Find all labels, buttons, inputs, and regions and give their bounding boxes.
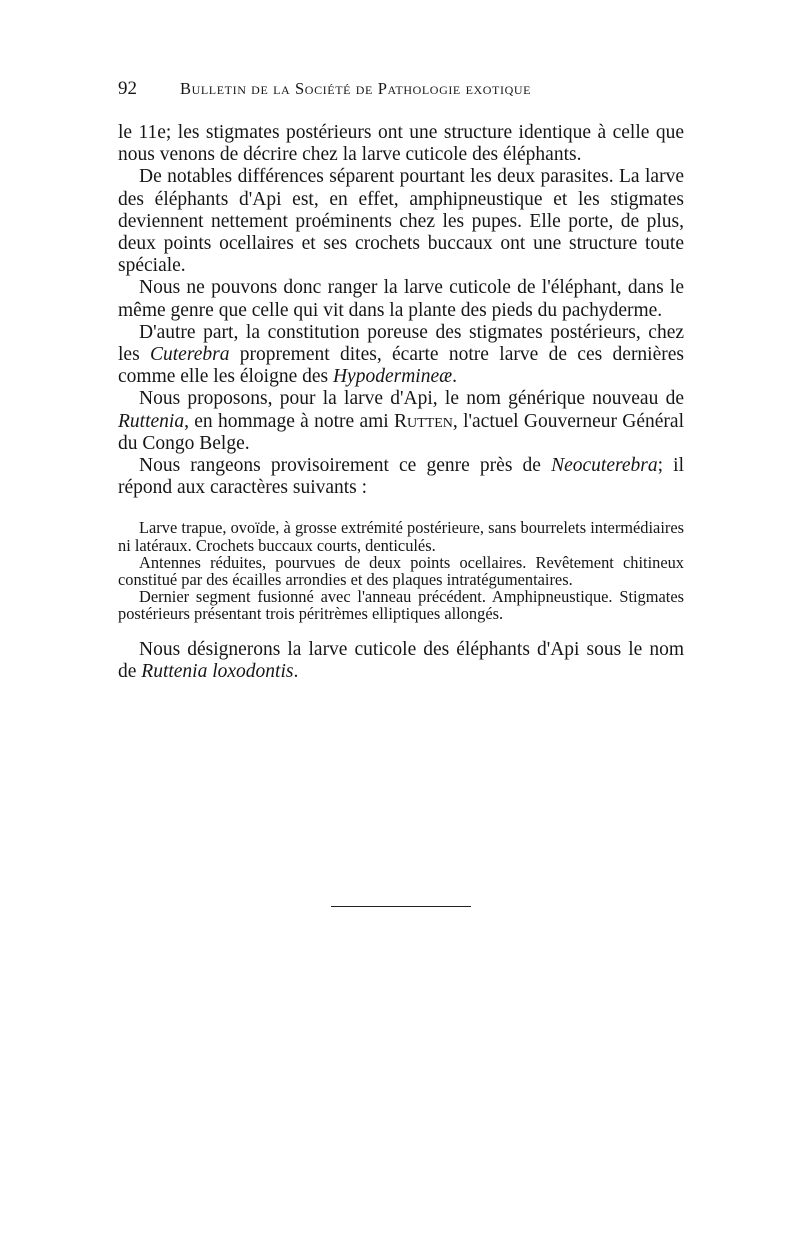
paragraph-6-text-a: Nous rangeons provisoirement ce genre près de [139, 455, 552, 477]
final-text-a: Nous désignerons la larve cuticole des éléphants d'Api sous le nom de [118, 638, 684, 682]
final-text-c: . [293, 660, 299, 682]
name-rutten: Rutten [394, 410, 453, 432]
taxon-hypodermineae: Hypodermineæ [332, 366, 453, 388]
paragraph-5-text-e: , l'actuel Gouverneur Général du Congo Belge. [118, 410, 684, 454]
final-paragraph [118, 639, 684, 683]
paragraph-5-text-a: Nous proposons, pour la larve d'Api, le nom générique nouveau de [139, 388, 684, 410]
page [118, 78, 684, 683]
paragraph-6-text-c: ; il répond aux caractères suivants : [118, 455, 684, 499]
diagnosis-paragraph-3: Dernier segment fusionné avec l'anneau précédent. Amphipneustique. Stigmates postérieurs présentant trois péritrèmes elliptiques allongés. [118, 587, 684, 624]
diagnosis-paragraph-2: Antennes réduites, pourvues de deux points ocellaires. Revêtement chitineux constitué par des écailles arrondies et des plaques intratégumentaires. [118, 552, 684, 590]
paragraph-2: De notables différences séparent pourtant les deux parasites. La larve des éléphants d'Api est, en effet, amphipneustique et les stigmates deviennent nettement proéminents chez les pupes. Elle porte, de plus, deux points ocellaires et ses crochets buccaux ont une structure toute spéciale. [118, 166, 684, 277]
running-head: Bulletin de la Société de Pathologie exotique [180, 79, 532, 98]
paragraph-5-text-c: , en hommage à notre ami [184, 410, 395, 432]
paragraph-5 [118, 388, 684, 455]
paragraph-6 [118, 455, 684, 499]
body-text [118, 122, 684, 499]
diagnosis-paragraph-1: Larve trapue, ovoïde, à grosse extrémité postérieure, sans bourrelets intermédiaires ni latéraux. Crochets buccaux courts, denticulés. [118, 518, 684, 555]
paragraph-4 [118, 322, 684, 389]
genus-neocuterebra: Neocuterebra [551, 455, 658, 477]
species-ruttenia-loxodontis: Ruttenia loxodontis [141, 660, 294, 682]
end-rule [331, 906, 471, 907]
genus-cuterebra: Cuterebra [150, 344, 230, 366]
paragraph-1: le 11e; les stigmates postérieurs ont une structure identique à celle que nous venons de décrire chez la larve cuticole des éléphants. [118, 122, 684, 166]
paragraph-4-text-c: proprement dites, écarte notre larve de ces dernières comme elle les éloigne des [118, 344, 684, 388]
paragraph-3: Nous ne pouvons donc ranger la larve cuticole de l'éléphant, dans le même genre que celle qui vit dans la plante des pieds du pachyderme. [118, 277, 684, 321]
paragraph-4-text-e: . [452, 366, 457, 388]
page-number: 92 [118, 78, 137, 99]
genus-diagnosis [118, 519, 684, 622]
page-header [118, 78, 684, 100]
final-section [118, 639, 684, 683]
paragraph-4-text-a: D'autre part, la constitution poreuse des stigmates postérieurs, chez les [118, 321, 684, 366]
genus-ruttenia: Ruttenia [118, 410, 185, 432]
